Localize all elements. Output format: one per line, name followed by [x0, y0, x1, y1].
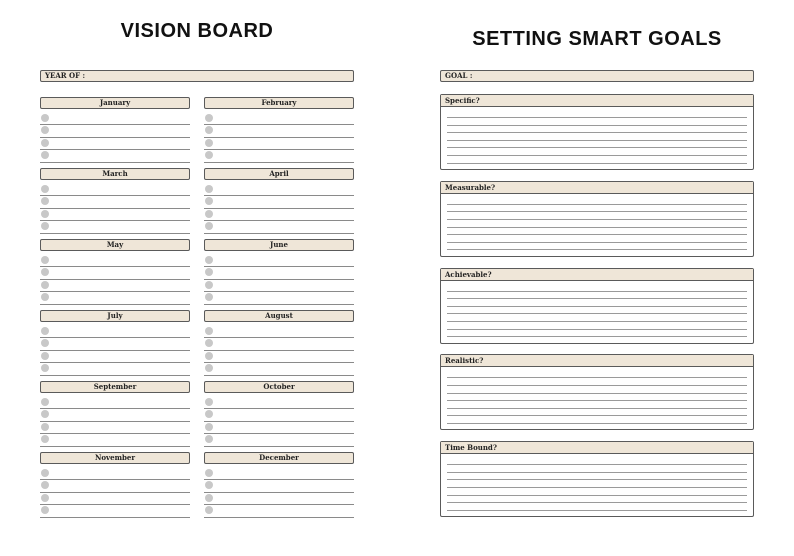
goal-line[interactable]: [204, 209, 354, 221]
bullet-circle-icon[interactable]: [41, 423, 49, 431]
goal-field[interactable]: GOAL :: [440, 70, 754, 82]
goal-line[interactable]: [204, 113, 354, 125]
section-heading: Realistic?: [441, 355, 753, 367]
goal-line[interactable]: [40, 409, 190, 421]
goal-line[interactable]: [40, 196, 190, 208]
goal-line[interactable]: [40, 267, 190, 279]
bullet-circle-icon[interactable]: [205, 435, 213, 443]
month-label: March: [40, 168, 190, 180]
section-heading: Time Bound?: [441, 442, 753, 454]
bullet-circle-icon[interactable]: [41, 293, 49, 301]
writing-line[interactable]: [447, 298, 747, 299]
goal-line[interactable]: [40, 338, 190, 350]
bullet-circle-icon[interactable]: [205, 256, 213, 264]
writing-line[interactable]: [447, 132, 747, 133]
bullet-circle-icon[interactable]: [205, 126, 213, 134]
bullet-circle-icon[interactable]: [205, 210, 213, 218]
writing-line[interactable]: [447, 510, 747, 511]
writing-line[interactable]: [447, 204, 747, 205]
bullet-circle-icon[interactable]: [41, 197, 49, 205]
bullet-circle-icon[interactable]: [41, 352, 49, 360]
bullet-circle-icon[interactable]: [205, 185, 213, 193]
writing-line[interactable]: [447, 211, 747, 212]
goal-line[interactable]: [204, 363, 354, 375]
month-block-october: [204, 381, 354, 449]
goal-line[interactable]: [40, 292, 190, 304]
writing-line[interactable]: [447, 464, 747, 465]
goal-line[interactable]: [204, 138, 354, 150]
writing-line[interactable]: [447, 125, 747, 126]
goal-line[interactable]: [204, 397, 354, 409]
goal-line[interactable]: [204, 292, 354, 304]
goal-line[interactable]: [204, 255, 354, 267]
month-block-july: [40, 310, 190, 378]
month-label: November: [40, 452, 190, 464]
writing-line[interactable]: [447, 321, 747, 322]
goal-line[interactable]: [40, 434, 190, 446]
smart-section-specific: [440, 94, 754, 170]
month-block-april: [204, 168, 354, 236]
writing-line[interactable]: [447, 140, 747, 141]
writing-line[interactable]: [447, 291, 747, 292]
month-block-march: [40, 168, 190, 236]
bullet-circle-icon[interactable]: [205, 423, 213, 431]
bullet-circle-icon[interactable]: [41, 185, 49, 193]
writing-line[interactable]: [447, 155, 747, 156]
bullet-circle-icon[interactable]: [41, 506, 49, 514]
bullet-circle-icon[interactable]: [41, 222, 49, 230]
goal-line[interactable]: [40, 221, 190, 233]
writing-line[interactable]: [447, 472, 747, 473]
bullet-circle-icon[interactable]: [41, 281, 49, 289]
month-label: April: [204, 168, 354, 180]
bullet-circle-icon[interactable]: [205, 139, 213, 147]
bullet-circle-icon[interactable]: [41, 410, 49, 418]
bullet-circle-icon[interactable]: [41, 364, 49, 372]
bullet-circle-icon[interactable]: [41, 210, 49, 218]
goal-line[interactable]: [40, 468, 190, 480]
goal-line[interactable]: [40, 255, 190, 267]
goal-line[interactable]: [40, 209, 190, 221]
month-block-december: [204, 452, 354, 520]
writing-line[interactable]: [447, 408, 747, 409]
bullet-circle-icon[interactable]: [205, 197, 213, 205]
bullet-circle-icon[interactable]: [205, 364, 213, 372]
goal-line[interactable]: [40, 113, 190, 125]
goal-line[interactable]: [204, 409, 354, 421]
month-label: August: [204, 310, 354, 322]
goal-line[interactable]: [204, 150, 354, 162]
smart-goals-title: SETTING SMART GOALS: [472, 28, 722, 50]
month-label: February: [204, 97, 354, 109]
goal-line[interactable]: [40, 480, 190, 492]
writing-line[interactable]: [447, 249, 747, 250]
goal-line[interactable]: [40, 505, 190, 517]
smart-section-timebound: [440, 441, 754, 517]
year-of-field[interactable]: YEAR OF :: [40, 70, 354, 82]
goal-line[interactable]: [40, 493, 190, 505]
bullet-circle-icon[interactable]: [205, 410, 213, 418]
bullet-circle-icon[interactable]: [41, 494, 49, 502]
bullet-circle-icon[interactable]: [41, 114, 49, 122]
writing-line[interactable]: [447, 479, 747, 480]
section-heading: Measurable?: [441, 182, 753, 194]
month-label: October: [204, 381, 354, 393]
month-label: September: [40, 381, 190, 393]
goal-line[interactable]: [204, 351, 354, 363]
goal-line[interactable]: [204, 505, 354, 517]
writing-line[interactable]: [447, 400, 747, 401]
goal-line[interactable]: [40, 397, 190, 409]
month-label: July: [40, 310, 190, 322]
writing-line[interactable]: [447, 495, 747, 496]
smart-section-realistic: [440, 354, 754, 430]
bullet-circle-icon[interactable]: [41, 339, 49, 347]
bullet-circle-icon[interactable]: [205, 281, 213, 289]
goal-line[interactable]: [40, 125, 190, 137]
bullet-circle-icon[interactable]: [41, 256, 49, 264]
bullet-circle-icon[interactable]: [205, 398, 213, 406]
goal-line[interactable]: [204, 493, 354, 505]
goal-line[interactable]: [204, 468, 354, 480]
goal-line[interactable]: [40, 363, 190, 375]
bullet-circle-icon[interactable]: [205, 506, 213, 514]
goal-line[interactable]: [40, 422, 190, 434]
month-label: December: [204, 452, 354, 464]
bullet-circle-icon[interactable]: [41, 435, 49, 443]
writing-line[interactable]: [447, 415, 747, 416]
writing-line[interactable]: [447, 329, 747, 330]
goal-line[interactable]: [204, 221, 354, 233]
writing-line[interactable]: [447, 502, 747, 503]
section-heading: Achievable?: [441, 269, 753, 281]
goal-line[interactable]: [40, 280, 190, 292]
bullet-circle-icon[interactable]: [205, 222, 213, 230]
month-block-june: [204, 239, 354, 307]
bullet-circle-icon[interactable]: [205, 494, 213, 502]
writing-line[interactable]: [447, 147, 747, 148]
bullet-circle-icon[interactable]: [41, 398, 49, 406]
bullet-circle-icon[interactable]: [205, 327, 213, 335]
goal-line[interactable]: [204, 196, 354, 208]
bullet-circle-icon[interactable]: [41, 481, 49, 489]
bullet-circle-icon[interactable]: [41, 327, 49, 335]
month-block-august: [204, 310, 354, 378]
goal-line[interactable]: [204, 338, 354, 350]
month-block-january: [40, 97, 190, 165]
writing-line[interactable]: [447, 393, 747, 394]
writing-line[interactable]: [447, 423, 747, 424]
writing-line[interactable]: [447, 336, 747, 337]
goal-line[interactable]: [40, 351, 190, 363]
month-label: May: [40, 239, 190, 251]
bullet-circle-icon[interactable]: [205, 151, 213, 159]
smart-section-measurable: [440, 181, 754, 257]
goal-line[interactable]: [204, 267, 354, 279]
writing-line[interactable]: [447, 117, 747, 118]
goal-line[interactable]: [40, 150, 190, 162]
goal-line[interactable]: [204, 422, 354, 434]
bullet-circle-icon[interactable]: [205, 268, 213, 276]
month-label: June: [204, 239, 354, 251]
goal-line[interactable]: [204, 280, 354, 292]
writing-line[interactable]: [447, 313, 747, 314]
vision-board-title: VISION BOARD: [120, 20, 274, 42]
bullet-circle-icon[interactable]: [41, 268, 49, 276]
goal-line[interactable]: [40, 326, 190, 338]
bullet-circle-icon[interactable]: [205, 352, 213, 360]
goal-line[interactable]: [204, 184, 354, 196]
month-block-may: [40, 239, 190, 307]
goal-line[interactable]: [204, 480, 354, 492]
writing-line[interactable]: [447, 242, 747, 243]
writing-line[interactable]: [447, 385, 747, 386]
bullet-circle-icon[interactable]: [41, 151, 49, 159]
writing-line[interactable]: [447, 227, 747, 228]
goal-line[interactable]: [40, 184, 190, 196]
goal-line[interactable]: [204, 434, 354, 446]
writing-line[interactable]: [447, 306, 747, 307]
bullet-circle-icon[interactable]: [41, 126, 49, 134]
bullet-circle-icon[interactable]: [205, 339, 213, 347]
bullet-circle-icon[interactable]: [205, 114, 213, 122]
writing-line[interactable]: [447, 377, 747, 378]
bullet-circle-icon[interactable]: [41, 139, 49, 147]
bullet-circle-icon[interactable]: [205, 469, 213, 477]
month-label: January: [40, 97, 190, 109]
bullet-circle-icon[interactable]: [41, 469, 49, 477]
month-block-february: [204, 97, 354, 165]
bullet-circle-icon[interactable]: [205, 481, 213, 489]
writing-line[interactable]: [447, 234, 747, 235]
writing-line[interactable]: [447, 219, 747, 220]
writing-line[interactable]: [447, 487, 747, 488]
goal-line[interactable]: [40, 138, 190, 150]
smart-section-achievable: [440, 268, 754, 344]
goal-line[interactable]: [204, 326, 354, 338]
month-block-november: [40, 452, 190, 520]
goal-line[interactable]: [204, 125, 354, 137]
section-heading: Specific?: [441, 95, 753, 107]
month-block-september: [40, 381, 190, 449]
bullet-circle-icon[interactable]: [205, 293, 213, 301]
writing-line[interactable]: [447, 163, 747, 164]
